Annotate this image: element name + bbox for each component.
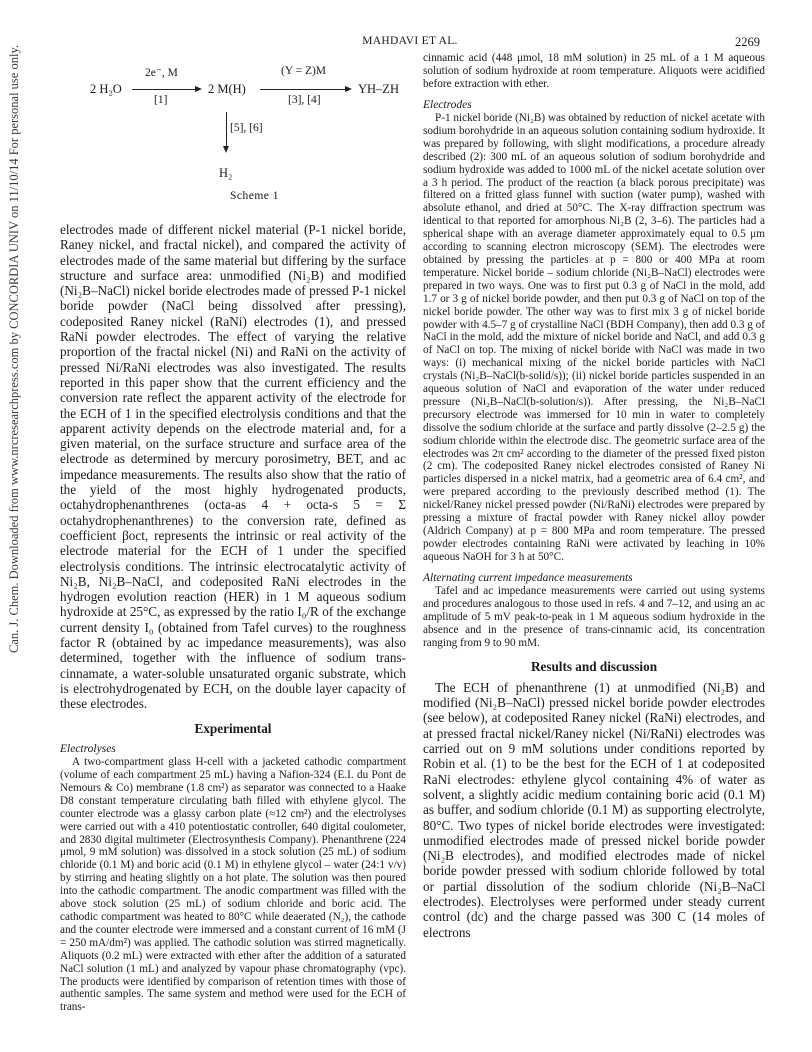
ac-heading: Alternating current impedance measurements — [423, 571, 633, 584]
scheme-mh: 2 M(H) — [208, 82, 246, 96]
scheme-down-arrow — [226, 112, 227, 150]
scheme-arrow2-top: (Y = Z)M — [281, 65, 327, 77]
scheme-h2: H₂ — [219, 166, 233, 180]
electrolyses-heading: Electrolyses — [60, 742, 116, 755]
results-heading: Results and discussion — [530, 658, 658, 674]
electrodes-heading: Electrodes — [423, 98, 472, 111]
scheme-caption: Scheme 1 — [230, 190, 280, 202]
download-watermark — [0, 44, 48, 655]
scheme-arrow1-top: 2e⁻, M — [145, 67, 178, 79]
ac-paragraph: Tafel and ac impedance measurements were carried out using systems and procedures analogous to those used in refs. 4 and 7–12, and using an ac amplitude of 5 mV peak-to-peak in 1 M aqueous sodium hydroxide in the absence and in the presence of trans-cinnamic acid, its concentration ranging from 9 to 90 mM. — [423, 585, 765, 649]
scheme-arrow2-bottom: [3], [4] — [288, 94, 321, 106]
scheme-h2o: 2 H₂O — [90, 82, 122, 96]
scheme-down-label: [5], [6] — [230, 122, 263, 134]
scheme-1 — [90, 52, 410, 224]
page-number: 2269 — [735, 35, 760, 49]
right-column — [423, 52, 765, 940]
running-header — [60, 35, 760, 51]
download-notice: Can. J. Chem. Downloaded from www.nrcresearchpress.com by CONCORDIA UNIV on 11/10/14 For personal use only. — [7, 44, 21, 653]
electrodes-paragraph: P-1 nickel boride (Ni₂B) was obtained by reduction of nickel acetate with sodium borohydride in an aqueous solution containing sodium hydroxide. It was prepared by following, with slight modifications, a procedure already described (2): 300 mL of an aqueous solution of sodium borohydride and sodium hydroxide was added to 1000 mL of the nickel acetate solution over a 3 h period. The product of the reaction (a black porous precipitate) was filtered on a fritted glass funnel with suction (water pump), washed with absolute ethanol, and dried at 50°C. The X-ray diffraction spectrum was identical to that reported for amorphous Ni₂B (2, 3–6). The particles had a spherical shape with an average diameter approximately equal to 0.5 μm according to scanning electron microscopy (SEM). The electrodes were obtained by pressing the particles at p = 800 or 400 MPa at room temperature. Nickel boride – sodium chloride (Ni₂B–NaCl) electrodes were prepared in two ways. One was to first put 0.3 g of NaCl in the mold, add 1.7 or 3 g of nickel boride powder, and then put 0.3 g of NaCl on top of the nickel boride powder. The other way was to first mix 3 g of nickel boride powder with 4.5–7 g of crystalline NaCl (BDH Company), then add 0.3 g of NaCl in the mold, add the mixture of nickel boride and NaCl, and add 0.3 g of NaCl on top. The mixing of nickel boride with NaCl was made in two ways: (i) mechanical mixing of the nickel boride particles with NaCl crystals (Ni₂B–NaCl(b-solid/s)); (ii) nickel boride particles suspended in an aqueous solution of NaCl and evaporation of the water under reduced pressure (Ni₂B–NaCl(b-solution/s)). After pressing, the Ni₂B–NaCl precursory electrode was immersed for 10 min in water to completely dissolve the sodium chloride at the surface and partly dissolve (2–2.5 g) the sodium chloride within the electrode disc. The geometric surface area of the electrodes was 2π cm² according to the diameter of the pressed fixed piston (2 cm). The codeposited Raney nickel electrodes consisted of Raney Ni particles dispersed in a nickel matrix, had a geometric area of 6.4 cm², and were prepared according to the previously described method (1). The nickel/Raney nickel pressed powder (Ni/RaNi) electrodes were prepared by pressing a mixture of fractal powder with Raney nickel alloy powder (Aldrich Company) at p = 800 MPa and room temperature. The pressed powder electrodes containing RaNi were activated by leaching in 10% aqueous NaOH for 3 h at 50°C. — [423, 112, 765, 563]
intro-paragraph: electrodes made of different nickel material (P-1 nickel boride, Raney nickel, and fractal nickel), and compared the activity of electrodes made of the same material but differing by the surface structure and surface area: unmodified (Ni₂B) and modified (Ni₂B–NaCl) nickel boride electrodes made of pressed P-1 nickel boride powder (NaCl being dissolved after pressing), codeposited Raney nickel (RaNi) electrodes (1), and pressed RaNi powder electrodes. The effect of varying the relative proportion of the fractal nickel (Ni) and RaNi on the activity of pressed Ni/RaNi electrodes was also investigated. The results reported in this paper show that the current efficiency and the conversion rate reflect the apparent activity of the electrode for the ECH of 1 in the specified electrolysis conditions and that the apparent activity depends on the electrode material and, for a given material, on the surface structure and surface area of the electrode as determined by mercury porosimetry, BET, and ac impedance measurements. The results also show that the ratio of the yield of the most highly hydrogenated products, octahydrophenanthrenes (octa-as 4 + octa-s 5 = Σ octahydrophenanthrenes) to the conversion rate, defined as coefficient βoct, represents the intrinsic or real activity of the electrode material for the ECH of 1 under the specified electrolysis conditions. The intrinsic electrocatalytic activity of Ni₂B, Ni₂B–NaCl, and codeposited RaNi electrodes in the hydrogen evolution reaction (HER) in 1 M aqueous sodium hydroxide at 25°C, as expressed by the ratio I₀/R of the exchange current density I₀ (obtained from Tafel curves) to the roughness factor R (obtained by ac impedance measurements), was also determined, together with the influence of sodium trans-cinnamate, a water-soluble unsaturated organic substrate, which is electrohydrogenated by ECH, on the double layer capacity of these electrodes. — [60, 222, 406, 712]
left-column — [60, 222, 406, 1014]
results-paragraph: The ECH of phenanthrene (1) at unmodified (Ni₂B) and modified (Ni₂B–NaCl) pressed nickel boride powder electrodes (see below), at codeposited Raney nickel (RaNi) electrodes, and at pressed fractal nickel/Raney nickel (Ni/RaNi) electrodes was carried out on 9 mM solutions under conditions reported by Robin et al. (1) to be the best for the ECH of 1 at codeposited RaNi electrodes: ethylene glycol containing 4% of water as solvent, a slightly acidic medium containing boric acid (0.1 M) as buffer, and sodium chloride (0.1 M) as supporting electrolyte, 80°C. Two types of nickel boride electrodes were investigated: unmodified electrodes made of pressed nickel boride powder (Ni₂B electrodes), and modified electrodes made of nickel boride powder pressed with sodium chloride followed by total or partial dissolution of the sodium chloride (Ni₂B–NaCl electrodes). Electrolyses were performed under steady current control (dc) and the charge passed was 300 C (14 moles of electrons — [423, 679, 765, 940]
scheme-arrow1-bottom: [1] — [154, 94, 168, 106]
experimental-heading: Experimental — [194, 720, 272, 736]
electrolyses-paragraph: A two-compartment glass H-cell with a jacketed cathodic compartment (volume of each compartment 25 mL) having a Nafion-324 (E.I. du Pont de Nemours & Co) membrane (1.8 cm²) as separator was connected to a Haake D8 constant temperature circulating bath filled with ethylene glycol. The counter electrode was a glassy carbon plate (≈12 cm²) and the electrolyses were carried out with a 410 potentiostatic controller, 640 digital coulometer, and 2830 digital multimeter (Electrosynthesis Company). Phenanthrene (224 μmol, 9 mM solution) was dissolved in a stock solution (25 mL) of sodium chloride (0.1 M) and boric acid (0.1 M) in ethylene glycol – water (24:1 v/v) by stirring and heating slightly on a hot plate. The solution was then poured into the cathodic compartment. The anodic compartment was filled with the above stock solution (25 mL) of sodium chloride and boric acid. The cathodic compartment was heated to 80°C while deaerated (N₂), the cathode and the counter electrode were immersed and a constant current of 16 mM (J = 250 mA/dm²) was applied. The cathodic solution was stirred magnetically. Aliquots (0.2 mL) were extracted with ether after the addition of a saturated NaCl solution (1 mL) and analyzed by vapour phase chromatography (vpc). The products were identified by comparison of retention times with those of authentic samples. The same system and method were used for the ECH of trans- — [60, 756, 406, 1014]
scheme-arrow-2 — [260, 89, 350, 90]
running-head: MAHDAVI ET AL. — [362, 35, 458, 47]
scheme-product: YH–ZH — [358, 82, 399, 96]
continuation-paragraph: cinnamic acid (448 μmol, 18 mM solution) in 25 mL of a 1 M aqueous solution of sodium hydroxide at room temperature. Aliquots were acidified before extraction with ether. — [423, 52, 765, 90]
scheme-arrow-1 — [132, 89, 200, 90]
